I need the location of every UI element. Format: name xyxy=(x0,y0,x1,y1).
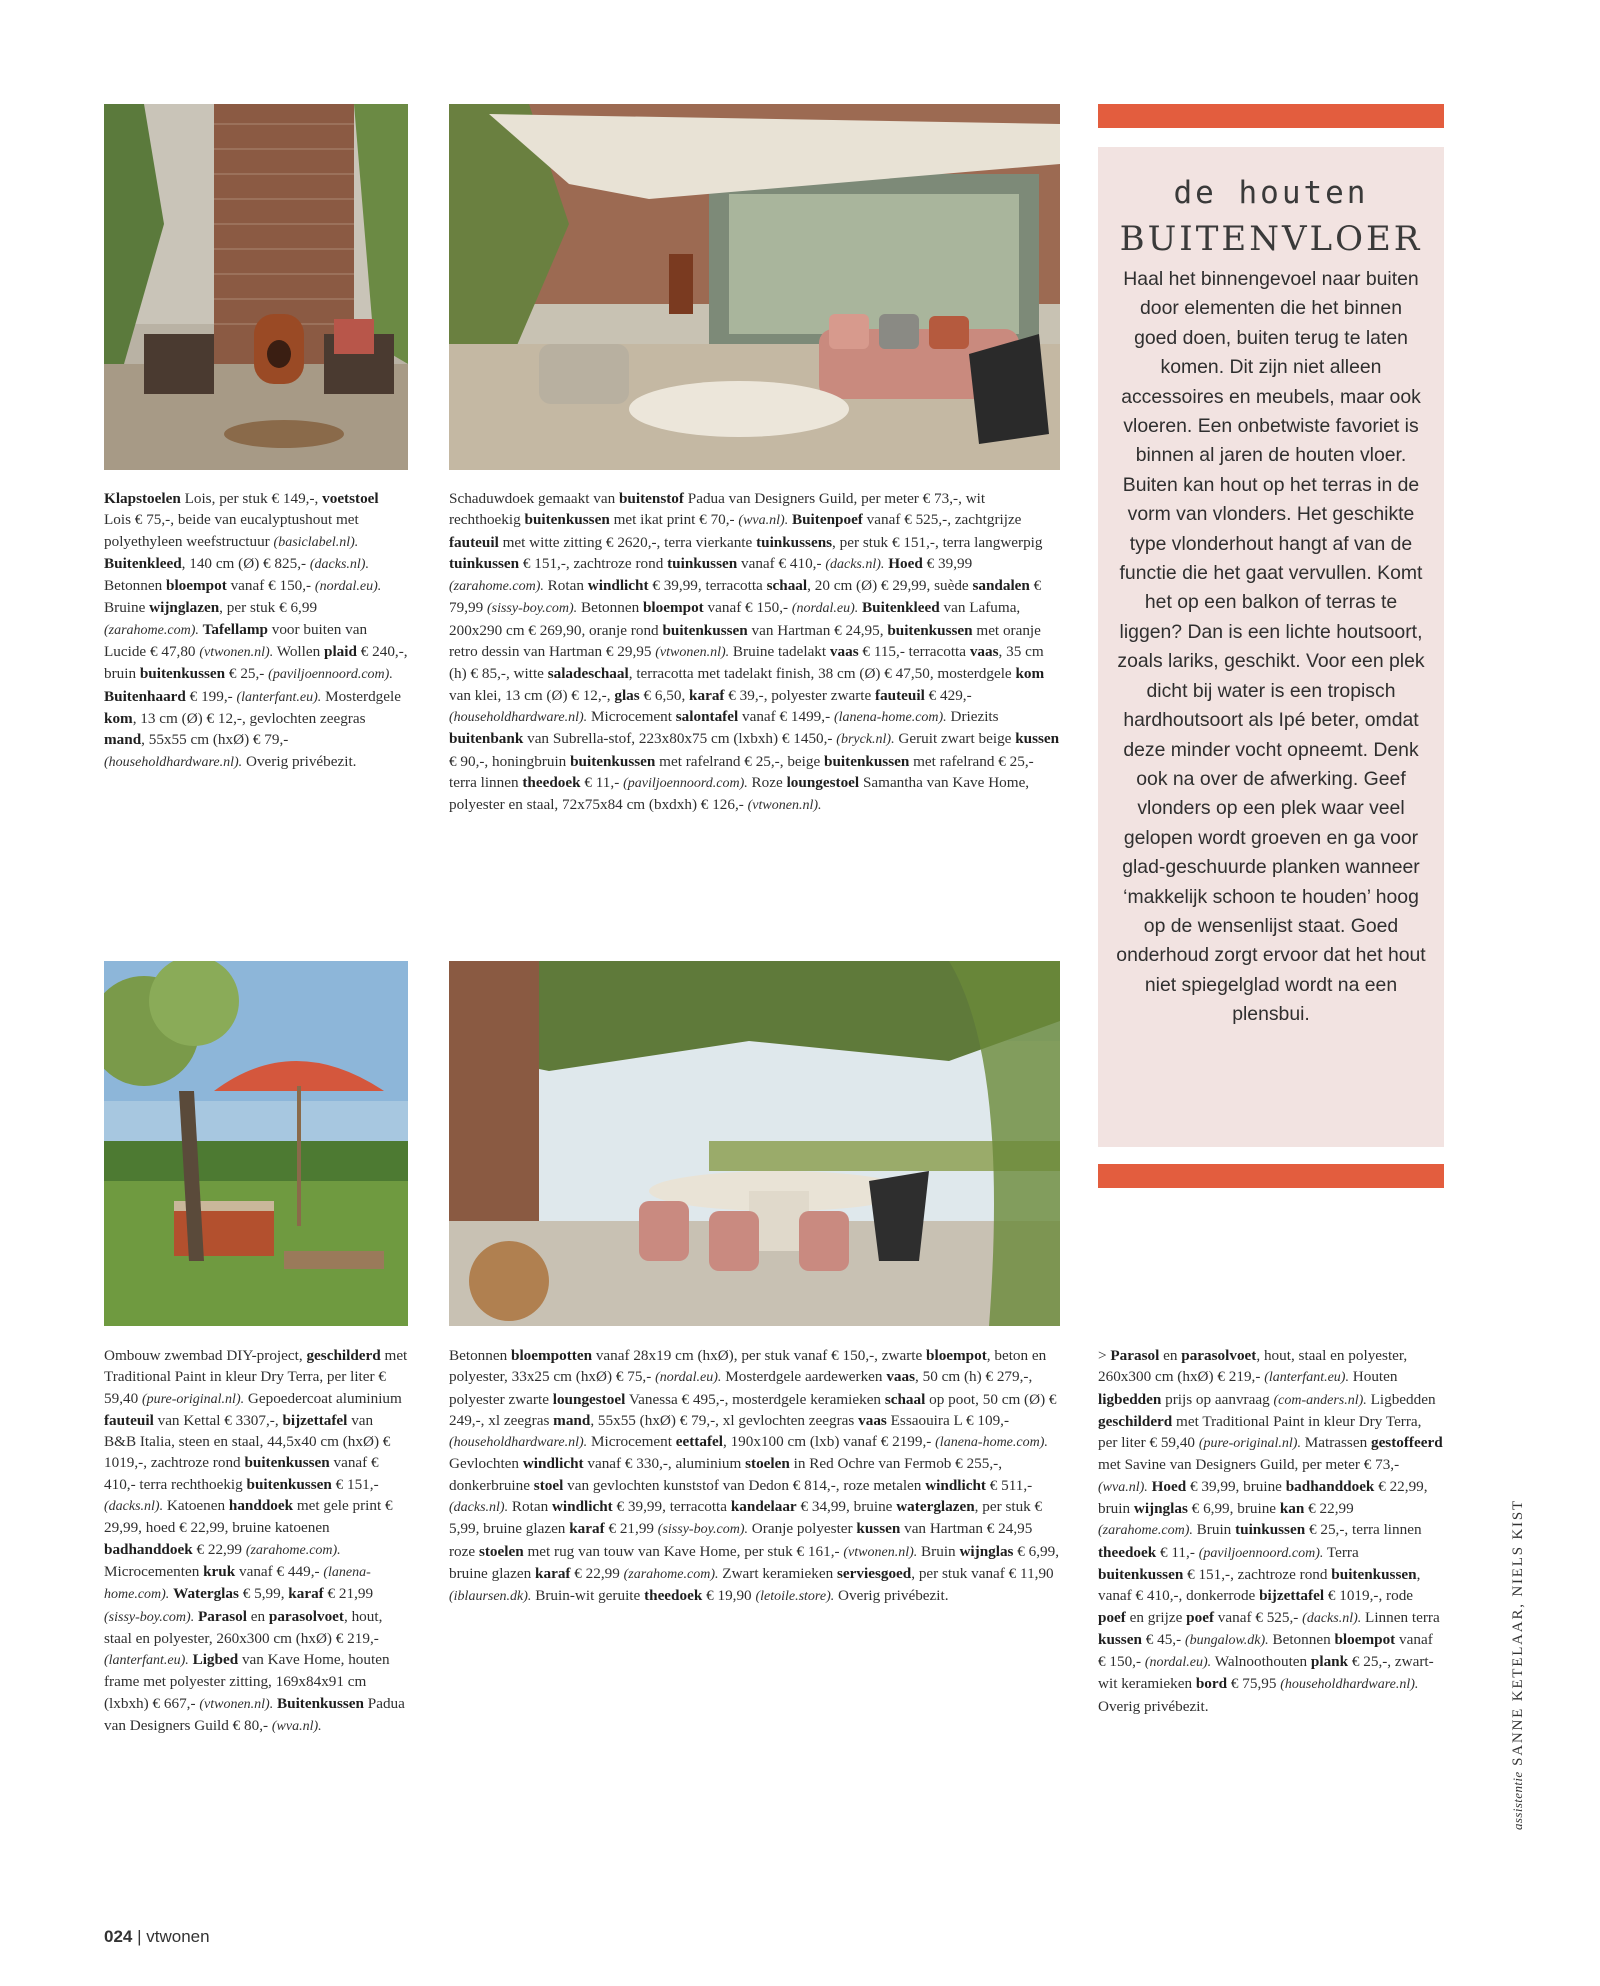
shop-reference: (paviljoennoord.com). xyxy=(268,667,393,683)
shop-reference: (paviljoennoord.com). xyxy=(1198,1545,1324,1561)
product-name: loungestoel xyxy=(552,1390,626,1408)
product-name: schaal xyxy=(766,577,808,595)
shop-reference: (zarahome.com). xyxy=(245,1542,341,1558)
photo-patio-dining xyxy=(449,961,1060,1326)
product-name: waterglazen xyxy=(896,1498,975,1516)
shop-reference: (bryck.nl). xyxy=(836,732,895,748)
shop-reference: (zarahome.com). xyxy=(104,622,199,638)
shop-reference: (sissy-boy.com). xyxy=(486,601,578,617)
product-name: bloempot xyxy=(1334,1630,1396,1648)
caption-photo-5: > Parasol en parasolvoet, hout, staal en polyester, 260x300 cm (hxØ) € 219,- (lanterfant.eu). Houten ligbedden prijs op aanvraag (com-anders.nl). Ligbedden geschilderd met Traditional Paint in kleur Dry Terra, per liter € 59,40 (pure-original.nl). Matrassen gestoffeerd met Savine van Designers Guild, per meter € 73,- (wva.nl). Hoed € 39,99, bruine badhanddoek € 22,99, bruin wijnglas € 6,99, bruine kan € 22,99 (zarahome.com). Bruin tuinkussen € 25,-, terra linnen theedoek € 11,- (paviljoennoord.com). Terra buitenkussen € 151,-, zachtroze rond buitenkussen, vanaf € 410,-, donkerrode bijzettafel € 1019,-, rode poef en grijze poef vanaf € 525,- (dacks.nl). Linnen terra kussen € 45,- (bungalow.dk). Betonnen bloempot vanaf € 150,- (nordal.eu). Walnoothouten plank € 25,-, zwart-wit keramieken bord € 75,95 (householdhardware.nl). Overig privébezit. xyxy=(1098,1347,1443,1715)
product-name: windlicht xyxy=(551,1498,613,1516)
product-name: buitenkussen xyxy=(887,621,973,639)
product-name: fauteuil xyxy=(875,686,925,704)
product-name: theedoek xyxy=(522,773,581,791)
product-name: bloempot xyxy=(166,577,227,595)
product-name: Buitenpoef xyxy=(791,511,863,529)
photo-lounge-terrace xyxy=(449,104,1060,470)
product-name: kom xyxy=(104,709,133,727)
product-name: buitenkussen xyxy=(246,1475,332,1493)
product-name: kussen xyxy=(1098,1630,1142,1648)
shop-reference: (dacks.nl). xyxy=(309,556,369,572)
product-name: wijnglazen xyxy=(149,599,220,617)
photo-garden-parasol xyxy=(104,961,408,1326)
shop-reference: (vtwonen.nl). xyxy=(655,645,730,661)
shop-reference: (wva.nl). xyxy=(1098,1479,1148,1495)
folio-separator: | xyxy=(137,1927,142,1946)
shop-reference: (letoile.store). xyxy=(755,1589,835,1605)
product-name: buitenkussen xyxy=(1331,1565,1417,1583)
product-name: fauteuil xyxy=(449,533,499,551)
credit-role: assistentie xyxy=(1510,1771,1525,1830)
product-name: karaf xyxy=(689,686,725,704)
product-name: stoelen xyxy=(478,1542,524,1560)
product-name: plaid xyxy=(324,643,357,661)
product-name: karaf xyxy=(569,1520,605,1538)
shop-reference: (lanena-home.com). xyxy=(833,709,947,725)
shop-reference: (dacks.nl). xyxy=(449,1500,509,1516)
product-name: windlicht xyxy=(522,1455,584,1473)
product-name: windlicht xyxy=(925,1476,986,1494)
product-name: bloempot xyxy=(926,1347,987,1364)
sidebar-body: Haal het binnengevoel naar buiten door elementen die het binnen goed doen, buiten terug te laten komen. Dit zijn niet alleen accessoires en meubels, maar ook vloeren. Een onbetwiste favoriet is binnen al jaren de houten vloer. Buiten kan hout op het terras in de vorm van vlonders. Het geschikte type vlonderhout hangt af van de functie die het gaat vervullen. Komt het op een balkon of terras te liggen? Dan is een lichte houtsoort, zoals lariks, geschikt. Voor een plek dicht bij water is een tropisch hardhoutsoort als Ipé beter, omdat deze minder vocht opneemt. Denk ook na over de afwerking. Geef vlonders op een plek waar veel gelopen wordt groeven en ga voor glad-geschuurde planken wanneer ‘makkelijk schoon te houden’ hoog op de wensenlijst staat. Goed onderhoud zorgt ervoor dat het hout niet spiegelglad wordt na een plensbui. xyxy=(1116,268,1426,1026)
product-name: Buitenkleed xyxy=(862,599,940,617)
shop-reference: (sissy-boy.com). xyxy=(657,1522,748,1538)
product-name: kan xyxy=(1279,1500,1305,1518)
product-name: mand xyxy=(553,1411,591,1429)
caption-photo-3: Ombouw zwembad DIY-project, geschilderd met Traditional Paint in kleur Dry Terra, per liter € 59,40 (pure-original.nl). Gepoedercoat aluminium fauteuil van Kettal € 3307,-, bijzettafel van B&B Italia, steen en staal, 44,5x40 cm (hxØ) € 1019,-, zachtroze rond buitenkussen vanaf € 410,- terra rechthoekig buitenkussen € 151,- (dacks.nl). Katoenen handdoek met gele print € 29,99, hoed € 22,99, bruine katoenen badhanddoek € 22,99 (zarahome.com). Microcementen kruk vanaf € 449,- (lanena-home.com). Waterglas € 5,99, karaf € 21,99 (sissy-boy.com). Parasol en parasolvoet, hout, staal en polyester, 260x300 cm (hxØ) € 219,- (lanterfant.eu). Ligbed van Kave Home, houten frame met polyester zitting, 169x84x91 cm (lxbxh) € 667,- (vtwonen.nl). Buitenkussen Padua van Designers Guild € 80,- (wva.nl). xyxy=(104,1347,408,1735)
product-name: vaas xyxy=(886,1368,916,1386)
product-name: kussen xyxy=(1015,730,1060,748)
product-name: tuinkussens xyxy=(756,533,833,551)
shop-reference: (vtwonen.nl). xyxy=(843,1544,918,1560)
shop-reference: (iblaursen.dk). xyxy=(449,1589,532,1605)
shop-reference: (dacks.nl). xyxy=(104,1499,164,1515)
product-name: bord xyxy=(1195,1675,1228,1693)
product-name: vaas xyxy=(858,1411,887,1429)
product-name: karaf xyxy=(535,1564,571,1582)
product-name: Klapstoelen xyxy=(104,490,181,507)
shop-reference: (basiclabel.nl). xyxy=(273,534,359,550)
product-name: Hoed xyxy=(888,554,923,572)
product-name: ligbedden xyxy=(1098,1390,1162,1408)
photo-brick-firepit xyxy=(104,104,408,470)
shop-reference: (lanena-home.com). xyxy=(104,1564,371,1603)
page-folio xyxy=(104,1927,210,1947)
product-name: Parasol xyxy=(198,1607,247,1625)
product-name: theedoek xyxy=(1098,1543,1157,1561)
shop-reference: (nordal.eu). xyxy=(791,601,859,617)
shop-reference: (paviljoennoord.com). xyxy=(623,775,748,791)
shop-reference: (wva.nl). xyxy=(738,513,789,529)
shop-reference: (householdhardware.nl). xyxy=(1280,1677,1419,1693)
product-name: kussen xyxy=(856,1520,901,1538)
shop-reference: (householdhardware.nl). xyxy=(104,754,243,770)
product-name: stoel xyxy=(533,1476,564,1494)
product-name: Buitenkleed xyxy=(104,554,182,572)
product-name: gestoffeerd xyxy=(1370,1434,1443,1452)
product-name: Ligbed xyxy=(192,1651,239,1669)
product-name: Hoed xyxy=(1151,1477,1187,1495)
shop-reference: (nordal.eu). xyxy=(655,1370,722,1386)
product-name: loungestoel xyxy=(786,773,860,791)
shop-reference: (zarahome.com). xyxy=(623,1566,719,1582)
product-name: plank xyxy=(1310,1653,1349,1671)
product-name: poef xyxy=(1186,1608,1214,1626)
product-name: badhanddoek xyxy=(1285,1477,1375,1495)
product-name: bijzettafel xyxy=(282,1411,348,1429)
shop-reference: (lanena-home.com). xyxy=(935,1435,1048,1451)
shop-reference: (pure-original.nl). xyxy=(141,1391,245,1407)
product-name: eettafel xyxy=(675,1433,723,1451)
product-name: buitenkussen xyxy=(824,752,910,770)
product-name: bijzettafel xyxy=(1259,1587,1325,1605)
accent-bar-bottom xyxy=(1098,1164,1444,1188)
product-name: kruk xyxy=(203,1562,236,1580)
product-name: badhanddoek xyxy=(104,1540,193,1558)
product-name: windlicht xyxy=(587,577,649,595)
shop-reference: (vtwonen.nl). xyxy=(199,645,274,661)
product-name: buitenkussen xyxy=(1098,1565,1184,1583)
shop-reference: (wva.nl). xyxy=(271,1719,322,1735)
product-name: kom xyxy=(1015,665,1045,683)
product-name: buitenbank xyxy=(449,730,524,748)
product-name: vaas xyxy=(969,643,999,661)
product-name: buitenkussen xyxy=(570,752,656,770)
shop-reference: (lanterfant.eu). xyxy=(236,689,322,705)
product-name: buitenkussen xyxy=(244,1454,330,1472)
photo-credit xyxy=(1510,1499,1527,1830)
product-name: voetstoel xyxy=(322,490,379,507)
sidebar-box xyxy=(1098,147,1444,1147)
shop-reference: (bungalow.dk). xyxy=(1184,1632,1269,1648)
product-name: vaas xyxy=(829,643,859,661)
magazine-name: vtwonen xyxy=(146,1927,210,1946)
shop-reference: (dacks.nl). xyxy=(825,556,885,572)
product-name: serviesgoed xyxy=(837,1564,912,1582)
shop-reference: (zarahome.com). xyxy=(1098,1523,1193,1539)
product-name: tuinkussen xyxy=(667,554,738,572)
product-name: glas xyxy=(614,686,640,704)
caption-photo-4: Betonnen bloempotten vanaf 28x19 cm (hxØ), per stuk vanaf € 150,-, zwarte bloempot, beton en polyester, 33x25 cm (hxØ) € 75,- (nordal.eu). Mosterdgele aardewerken vaas, 50 cm (h) € 279,-, polyester zwarte loungestoel Vanessa € 495,-, mosterdgele keramieken schaal op poot, 50 cm (Ø) € 249,-, xl zeegras mand, 55x55 (hxØ) € 79,-, xl gevlochten zeegras vaas Essaouira L € 109,- (householdhardware.nl). Microcement eettafel, 190x100 cm (lxb) vanaf € 2199,- (lanena-home.com). Gevlochten windlicht vanaf € 330,-, aluminium stoelen in Red Ochre van Fermob € 255,-, donkerbruine stoel van gevlochten kunststof van Dedon € 814,-, roze metalen windlicht € 511,- (dacks.nl). Rotan windlicht € 39,99, terracotta kandelaar € 34,99, bruine waterglazen, per stuk € 5,99, bruine glazen karaf € 21,99 (sissy-boy.com). Oranje polyester kussen van Hartman € 24,95 roze stoelen met rug van touw van Kave Home, per stuk € 161,- (vtwonen.nl). Bruin wijnglas € 6,99, bruine glazen karaf € 22,99 (zarahome.com). Zwart keramieken serviesgoed, per stuk vanaf € 11,90 (iblaursen.dk). Bruin-wit geruite theedoek € 19,90 (letoile.store). Overig privébezit. xyxy=(449,1347,1060,1605)
product-name: poef xyxy=(1098,1608,1126,1626)
product-name: Buitenkussen xyxy=(277,1694,364,1712)
product-name: karaf xyxy=(288,1585,324,1603)
shop-reference: (lanterfant.eu). xyxy=(104,1653,189,1669)
product-name: sandalen xyxy=(972,577,1030,595)
product-name: wijnglas xyxy=(959,1542,1014,1560)
product-name: buitenstof xyxy=(618,490,684,507)
product-name: buitenkussen xyxy=(524,511,610,529)
shop-reference: (vtwonen.nl). xyxy=(747,798,822,814)
product-name: Parasol xyxy=(1110,1347,1160,1364)
product-name: parasolvoet xyxy=(1181,1347,1257,1364)
sidebar-kicker: de houten xyxy=(1173,175,1369,211)
shop-reference: (pure-original.nl). xyxy=(1198,1436,1301,1452)
product-name: tuinkussen xyxy=(449,554,520,572)
product-name: geschilderd xyxy=(306,1347,381,1364)
product-name: parasolvoet xyxy=(268,1607,344,1625)
shop-reference: (lanterfant.eu). xyxy=(1264,1370,1349,1386)
product-name: Tafellamp xyxy=(202,620,268,638)
shop-reference: (vtwonen.nl). xyxy=(199,1696,274,1712)
shop-reference: (dacks.nl). xyxy=(1302,1610,1362,1626)
product-name: schaal xyxy=(884,1390,926,1408)
product-name: saladeschaal xyxy=(547,665,629,683)
sidebar-title: BUITENVLOER xyxy=(1119,219,1423,259)
shop-reference: (householdhardware.nl). xyxy=(449,709,588,725)
product-name: theedoek xyxy=(644,1587,703,1605)
accent-bar-top xyxy=(1098,104,1444,128)
shop-reference: (sissy-boy.com). xyxy=(104,1609,195,1625)
product-name: buitenkussen xyxy=(662,621,748,639)
shop-reference: (zarahome.com). xyxy=(449,579,544,595)
product-name: buitenkussen xyxy=(139,665,226,683)
product-name: wijnglas xyxy=(1133,1500,1188,1518)
shop-reference: (householdhardware.nl). xyxy=(449,1435,588,1451)
credit-names: SANNE KETELAAR, NIELS KIST xyxy=(1510,1499,1526,1766)
product-name: mand xyxy=(104,731,142,749)
product-name: bloempotten xyxy=(511,1347,593,1364)
product-name: geschilderd xyxy=(1098,1412,1173,1430)
product-name: fauteuil xyxy=(104,1411,154,1429)
product-name: Waterglas xyxy=(173,1585,239,1603)
product-name: bloempot xyxy=(642,599,704,617)
caption-photo-2: Schaduwdoek gemaakt van buitenstof Padua van Designers Guild, per meter € 73,-, wit rechthoekig buitenkussen met ikat print € 70,- (wva.nl). Buitenpoef vanaf € 525,-, zachtgrijze fauteuil met witte zitting € 2620,-, terra vierkante tuinkussens, per stuk € 151,-, terra langwerpig tuinkussen € 151,-, zachtroze rond tuinkussen vanaf € 410,- (dacks.nl). Hoed € 39,99 (zarahome.com). Rotan windlicht € 39,99, terracotta schaal, 20 cm (Ø) € 29,99, suède sandalen € 79,99 (sissy-boy.com). Betonnen bloempot vanaf € 150,- (nordal.eu). Buitenkleed van Lafuma, 200x290 cm € 269,90, oranje rond buitenkussen van Hartman € 24,95, buitenkussen met oranje retro dessin van Hartman € 29,95 (vtwonen.nl). Bruine tadelakt vaas € 115,- terracotta vaas, 35 cm (h) € 85,-, witte saladeschaal, terracotta met tadelakt finish, 38 cm (Ø) € 47,50, mosterdgele kom van klei, 13 cm (Ø) € 12,-, glas € 6,50, karaf € 39,-, polyester zwarte fauteuil € 429,- (householdhardware.nl). Microcement salontafel vanaf € 1499,- (lanena-home.com). Driezits buitenbank van Subrella-stof, 223x80x75 cm (lxbxh) € 1450,- (bryck.nl). Geruit zwart beige kussen € 90,-, honingbruin buitenkussen met rafelrand € 25,-, beige buitenkussen met rafelrand € 25,- terra linnen theedoek € 11,- (paviljoennoord.com). Roze loungestoel Samantha van Kave Home, polyester en staal, 72x75x84 cm (bxdxh) € 126,- (vtwonen.nl). xyxy=(449,490,1060,814)
product-name: handdoek xyxy=(228,1497,294,1515)
product-name: salontafel xyxy=(675,707,739,725)
page-number: 024 xyxy=(104,1927,133,1946)
shop-reference: (nordal.eu). xyxy=(314,579,382,595)
shop-reference: (nordal.eu). xyxy=(1144,1655,1212,1671)
product-name: tuinkussen xyxy=(1235,1521,1306,1539)
product-name: stoelen xyxy=(745,1455,790,1473)
caption-photo-1: Klapstoelen Lois, per stuk € 149,-, voetstoel Lois € 75,-, beide van eucalyptushout met polyethyleen weefstructuur (basiclabel.nl). Buitenkleed, 140 cm (Ø) € 825,- (dacks.nl). Betonnen bloempot vanaf € 150,- (nordal.eu). Bruine wijnglazen, per stuk € 6,99 (zarahome.com). Tafellamp voor buiten van Lucide € 47,80 (vtwonen.nl). Wollen plaid € 240,-, bruin buitenkussen € 25,- (paviljoennoord.com). Buitenhaard € 199,- (lanterfant.eu). Mosterdgele kom, 13 cm (Ø) € 12,-, gevlochten zeegras mand, 55x55 cm (hxØ) € 79,- (householdhardware.nl). Overig privébezit. xyxy=(104,490,408,770)
product-name: Buitenhaard xyxy=(104,687,186,705)
shop-reference: (com-anders.nl). xyxy=(1273,1392,1367,1408)
product-name: kandelaar xyxy=(730,1498,797,1516)
